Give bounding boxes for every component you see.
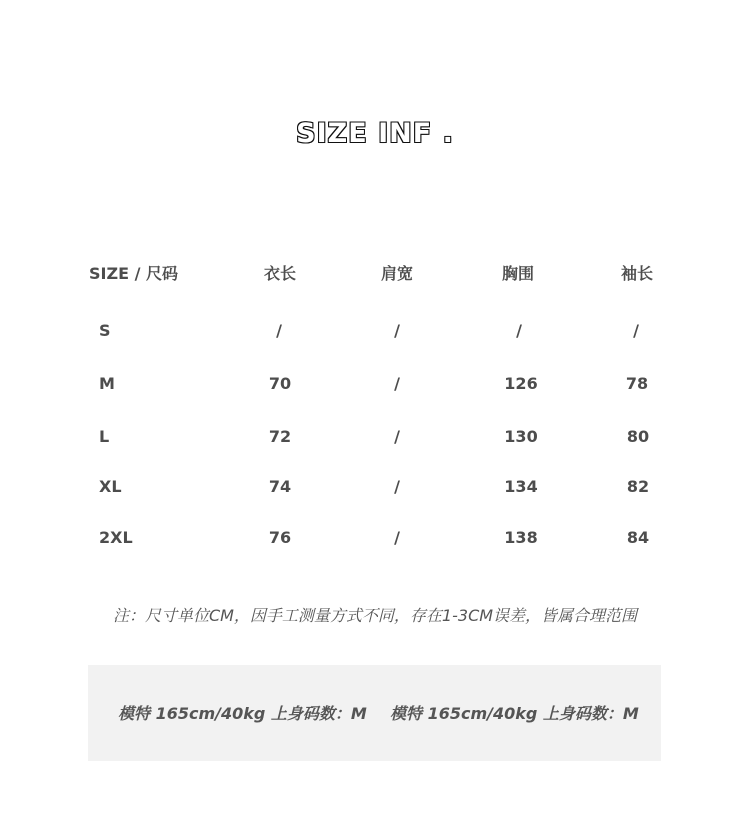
shoulder-cell: /	[394, 528, 400, 547]
size-cell: XL	[99, 477, 122, 496]
chest-cell: 126	[504, 374, 538, 393]
measurement-note: 注：尺寸单位CM，因手工测量方式不同，存在1-3CM误差，皆属合理范围	[112, 606, 638, 625]
length-cell: 70	[268, 374, 292, 393]
shoulder-cell: /	[394, 427, 400, 446]
header-size: SIZE / 尺码	[89, 264, 178, 283]
sleeve-cell: 80	[626, 427, 650, 446]
size-cell: M	[99, 374, 115, 393]
model-info-box	[88, 665, 661, 761]
sleeve-cell: 82	[626, 477, 650, 496]
chest-cell: 130	[504, 427, 538, 446]
length-cell: 74	[268, 477, 292, 496]
header-sleeve: 袖长	[620, 264, 654, 283]
header-shoulder: 肩宽	[380, 264, 414, 283]
size-cell: S	[99, 321, 111, 340]
sleeve-cell: 78	[625, 374, 649, 393]
header-chest: 胸围	[501, 264, 535, 283]
length-cell: 72	[268, 427, 292, 446]
sleeve-cell: 84	[626, 528, 650, 547]
length-cell: 76	[268, 528, 292, 547]
header-length: 衣长	[263, 264, 297, 283]
chest-cell: /	[516, 321, 522, 340]
page-title: SIZE INF .	[296, 118, 454, 149]
shoulder-cell: /	[394, 374, 400, 393]
chest-cell: 138	[504, 528, 538, 547]
chest-cell: 134	[504, 477, 538, 496]
size-cell: 2XL	[99, 528, 133, 547]
model-info-left: 模特 165cm/40kg 上身码数：M	[118, 704, 367, 723]
shoulder-cell: /	[394, 477, 400, 496]
model-info-right: 模特 165cm/40kg 上身码数：M	[390, 704, 639, 723]
length-cell: /	[276, 321, 282, 340]
sleeve-cell: /	[633, 321, 639, 340]
size-cell: L	[99, 427, 110, 446]
shoulder-cell: /	[394, 321, 400, 340]
